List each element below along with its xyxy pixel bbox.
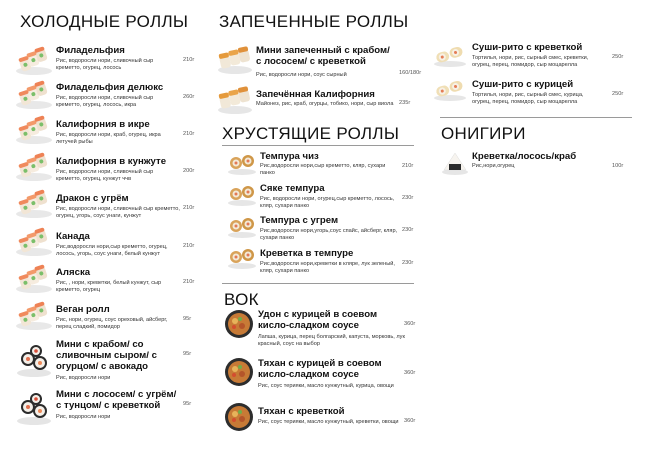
section-title-crispy-rolls: ХРУСТЯЩИЕ РОЛЛЫ xyxy=(222,124,400,143)
item-weight: 230г xyxy=(402,260,414,266)
item-description: Лапша, курица, перец болгарский, капуста, морковь, лук красный, соус на выбор xyxy=(258,334,405,347)
wok-bowl-photo-icon xyxy=(224,309,254,339)
item-description: Рис,водоросли нори,угорь,соус спайс, айсберг, кляр, сухари панко xyxy=(260,228,398,241)
item-name: Филадельфия делюкс xyxy=(56,82,164,93)
item-weight: 210г xyxy=(183,243,195,249)
section-title-onigiri: ОНИГИРИ xyxy=(441,124,526,143)
roll-photo-icon xyxy=(14,44,54,76)
wok-bowl-photo-icon xyxy=(224,357,254,387)
item-weight: 95г xyxy=(183,316,192,322)
item-description: Рис, соус терияки, масло кунжутный, креветки, овощи xyxy=(258,419,399,425)
section-divider xyxy=(222,145,414,146)
item-weight: 250г xyxy=(612,91,624,97)
mini-roll-photo-icon xyxy=(14,387,54,427)
roll-photo-icon xyxy=(14,187,54,219)
item-weight: 200г xyxy=(183,168,195,174)
section-title-wok: ВОК xyxy=(224,290,259,309)
item-name: Суши-рито с креветкой xyxy=(472,42,583,53)
item-weight: 95г xyxy=(183,401,192,407)
item-description: Рис, водоросли нори xyxy=(56,414,111,420)
item-name: Запечённая Калифорния xyxy=(256,89,375,100)
item-name: Сяке темпура xyxy=(260,183,325,194)
tempura-roll-photo-icon xyxy=(226,150,258,176)
item-name: Аляска xyxy=(56,267,91,278)
item-weight: 360г xyxy=(404,370,416,376)
section-divider xyxy=(440,117,632,118)
item-description: Рис, водоросли нори xyxy=(56,375,111,381)
item-description: Тортилья, нори, рис, сырный смес, креветки, огурец, перец, помидор, сыр моцарелла xyxy=(472,55,589,68)
item-name: Креветка в темпуре xyxy=(260,248,354,259)
item-weight: 210г xyxy=(183,205,195,211)
item-weight: 230г xyxy=(402,195,414,201)
section-title-cold-rolls: ХОЛОДНЫЕ РОЛЛЫ xyxy=(20,12,189,31)
item-name: Креветка/лосось/краб xyxy=(472,151,577,162)
wok-bowl-photo-icon xyxy=(224,402,254,432)
item-description: Рис, водоросли нори, сливочный сыр креметто, огурец, лосось, икра xyxy=(56,95,154,108)
roll-photo-icon xyxy=(14,225,54,257)
item-description: Рис, водоросли нори, краб, огурец, икра летучей рыбы xyxy=(56,132,161,145)
item-weight: 210г xyxy=(183,57,195,63)
roll-photo-icon xyxy=(14,262,54,294)
item-name: Калифорния в икре xyxy=(56,119,150,130)
item-description: Рис, нори, огурец, соус ореховый, айсберг, перец сладкий, помидор xyxy=(56,317,168,330)
roll-photo-icon xyxy=(14,299,54,331)
item-description: Рис, соус терияки, масло кунжутный, курица, овощи xyxy=(258,383,394,389)
item-name: Тяхан с курицей в соевом кисло-сладком соусе xyxy=(258,358,382,380)
item-description: Рис, водоросли нори, сливочный сыр креметто, огурец, кунжут ччв xyxy=(56,169,154,182)
baked-roll-photo-icon xyxy=(216,44,254,76)
item-description: Рис,нори,огурец xyxy=(472,163,515,169)
section-divider xyxy=(222,283,414,284)
item-description: Рис, , нори, креветки, белый кунжут, сыр креметто, огурец xyxy=(56,280,162,293)
item-description: Рис,водоросли нори,креветки в кляре, лук зеленый, кляр, сухари панко xyxy=(260,261,395,274)
item-name: Канада xyxy=(56,231,90,242)
item-weight: 260г xyxy=(183,94,195,100)
roll-photo-icon xyxy=(14,78,54,110)
item-description: Майонез, рис, краб, огурцы, тобико, нори, сыр виола xyxy=(256,101,394,107)
item-name: Филадельфия xyxy=(56,45,125,56)
item-weight: 210г xyxy=(402,163,414,169)
item-weight: 100г xyxy=(612,163,624,169)
mini-roll-photo-icon xyxy=(14,339,54,379)
item-name: Тяхан с креветкой xyxy=(258,406,345,417)
item-description: Тортилья, нори, рис, сырный смес, курица, огурец, перец, помидор, сыр моцарелла xyxy=(472,92,584,105)
item-description: Рис, водоросли нори, сливочный сыр креметто, огурец, угорь, соус унаги, кунжут xyxy=(56,206,180,219)
item-description: Рис, водоросли нори, огурец,сыр креметто, лосось, кляр, сухари панко xyxy=(260,196,395,209)
item-name: Темпура с угрем xyxy=(260,215,339,226)
item-description: Рис,водоросли нори,сыр креметто, кляр, сухари панко xyxy=(260,163,386,176)
item-name: Суши-рито с курицей xyxy=(472,79,574,90)
item-name: Мини с крабом/ со сливочным сыром/ с огурцом/ с авокадо xyxy=(56,339,157,372)
item-weight: 235г xyxy=(399,100,411,106)
item-name: Мини запеченный с крабом/ с лососем/ с креветкой xyxy=(256,45,390,67)
roll-photo-icon xyxy=(14,150,54,182)
item-name: Калифорния в кунжуте xyxy=(56,156,167,167)
baked-roll-photo-icon xyxy=(216,84,254,116)
tempura-roll-photo-icon xyxy=(226,244,258,270)
item-name: Мини с лососем/ с угрём/ с тунцом/ с креветкой xyxy=(56,389,177,411)
item-weight: 360г xyxy=(404,321,416,327)
item-weight: 210г xyxy=(183,279,195,285)
roll-photo-icon xyxy=(14,113,54,145)
item-weight: 210г xyxy=(183,131,195,137)
item-description: Рис, водоросли нори, сливочный сыр креметто, огурец, лосось xyxy=(56,58,154,71)
sushi-rito-photo-icon xyxy=(432,76,468,102)
item-weight: 250г xyxy=(612,54,624,60)
item-weight: 360г xyxy=(404,418,416,424)
item-name: Дракон с угрём xyxy=(56,193,129,204)
onigiri-photo-icon xyxy=(440,150,470,176)
item-weight: 230г xyxy=(402,227,414,233)
item-name: Темпура чиз xyxy=(260,151,319,162)
tempura-roll-photo-icon xyxy=(226,181,258,207)
item-weight: 160/180г xyxy=(399,70,422,76)
sushi-rito-photo-icon xyxy=(432,42,468,68)
item-description: Рис, водоросли нори, соус сырный xyxy=(256,72,347,78)
tempura-roll-photo-icon xyxy=(226,213,258,239)
item-description: Рис,водоросли нори,сыр креметто, огурец, лосось, угорь, соус унаги, белый кунжут xyxy=(56,244,168,257)
item-name: Удон с курицей в соевом кисло-сладком соусе xyxy=(258,309,378,331)
item-weight: 95г xyxy=(183,351,192,357)
section-title-baked-rolls: ЗАПЕЧЕННЫЕ РОЛЛЫ xyxy=(219,12,409,31)
item-name: Веган ролл xyxy=(56,304,110,315)
